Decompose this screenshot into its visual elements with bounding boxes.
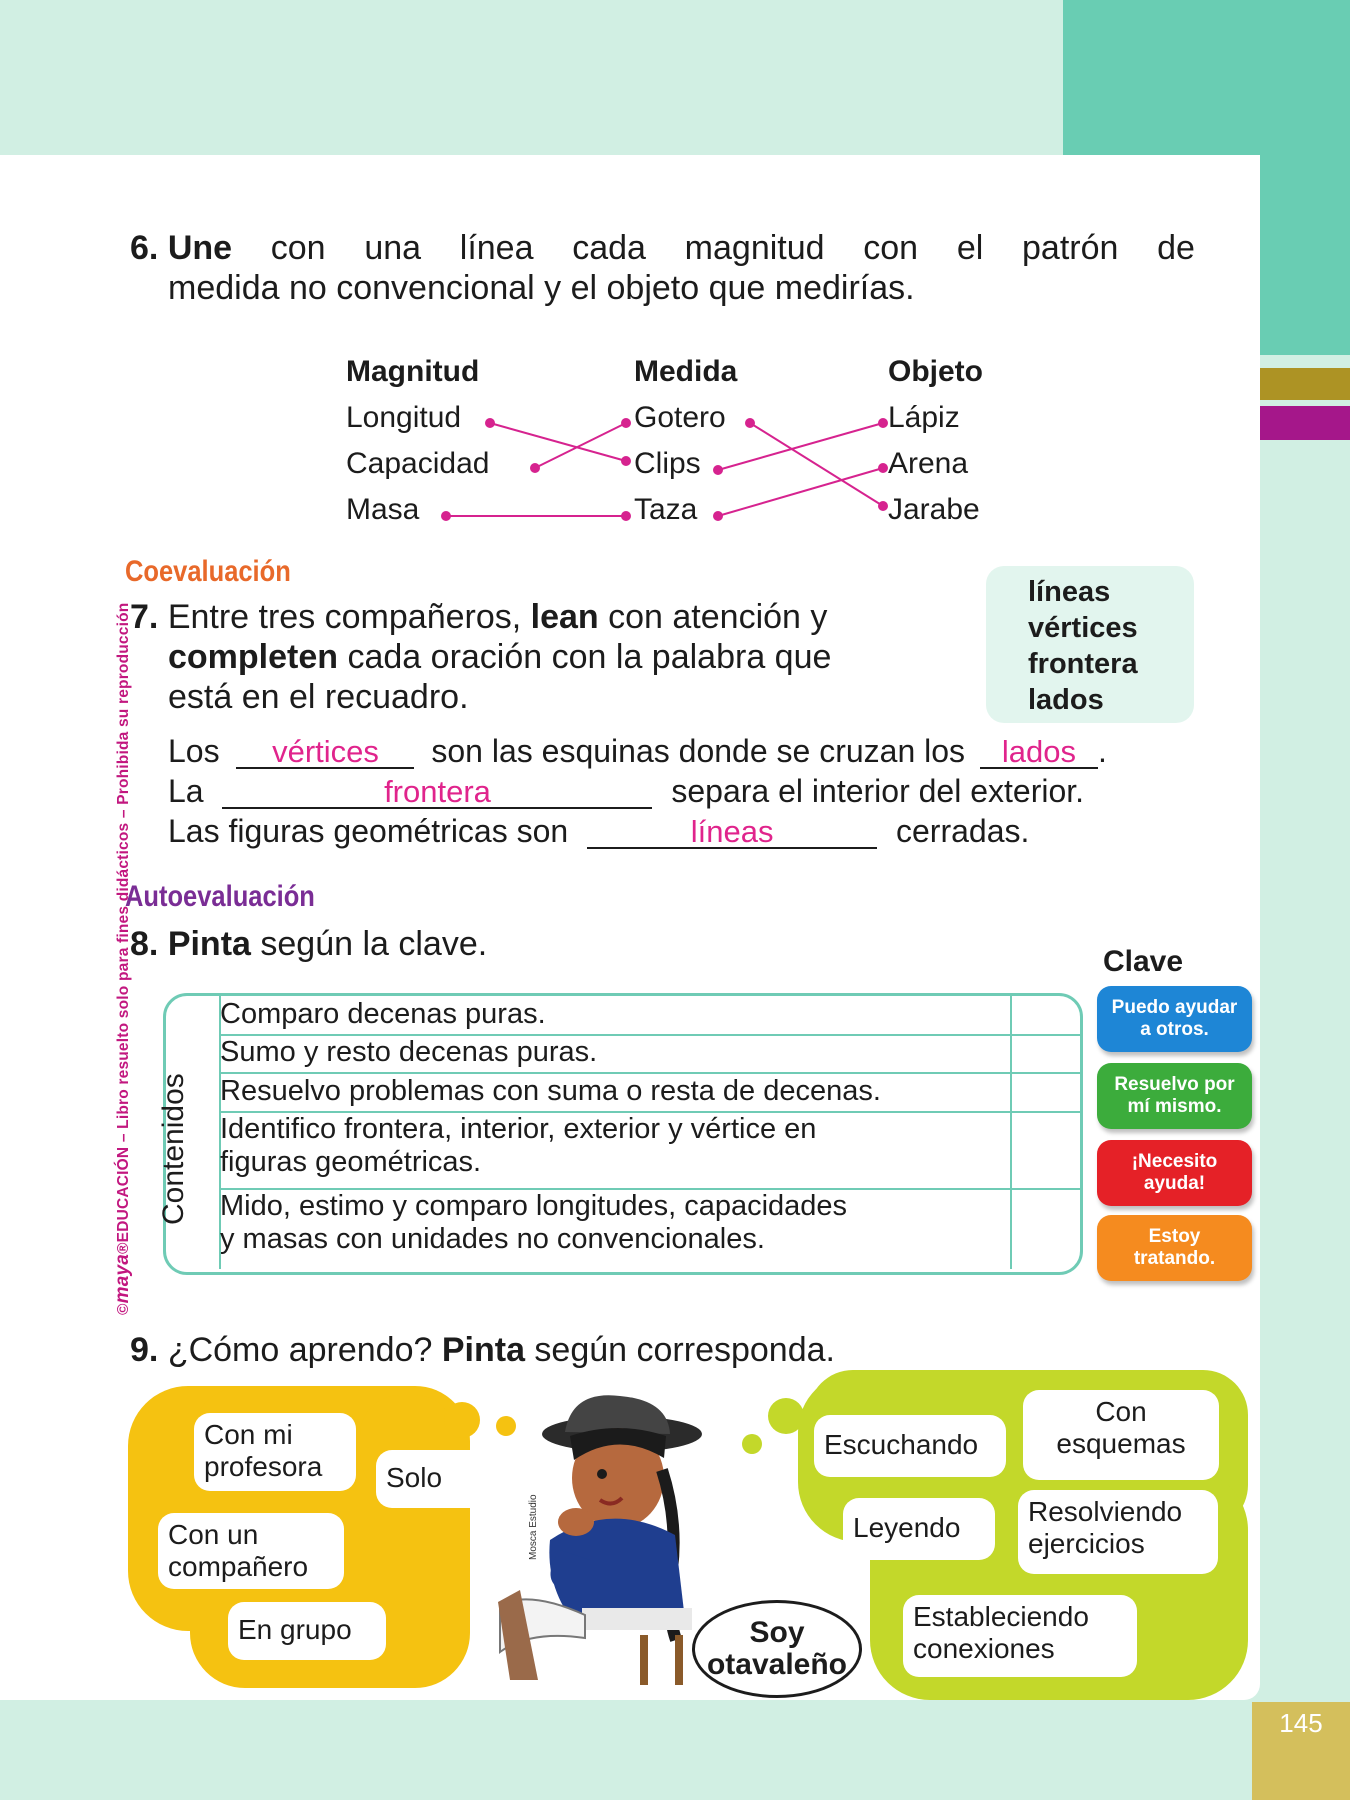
option-resolviendo-ejercicios[interactable]: Resolviendo ejercicios bbox=[1018, 1490, 1218, 1574]
speech-bubble: Soy otavaleño bbox=[692, 1600, 862, 1698]
header-magnitud: Magnitud bbox=[346, 355, 480, 388]
question-6-line2: medida no convencional y el objeto que medirías. bbox=[168, 269, 915, 307]
magnitud-masa: Masa bbox=[346, 493, 420, 526]
magnitud-longitud: Longitud bbox=[346, 401, 462, 434]
coevaluacion-title: Coevaluación bbox=[125, 555, 291, 588]
word-vertices: vértices bbox=[1028, 612, 1138, 644]
option-estableciendo-conexiones[interactable]: Estableciendo conexiones bbox=[903, 1595, 1137, 1677]
sentence-2: La frontera separa el interior del exterior. bbox=[168, 773, 1085, 809]
answer-vertices[interactable]: vértices bbox=[236, 737, 414, 769]
question-9: 9. ¿Cómo aprendo? Pinta según corresponda. bbox=[130, 1331, 835, 1369]
option-en-grupo[interactable]: En grupo bbox=[228, 1602, 386, 1660]
table-row: Comparo decenas puras. bbox=[220, 998, 546, 1030]
option-con-esquemas[interactable]: Con esquemas bbox=[1023, 1390, 1219, 1480]
medida-clips: Clips bbox=[634, 447, 701, 480]
option-escuchando[interactable]: Escuchando bbox=[814, 1415, 1006, 1477]
question-8: 8. Pinta según la clave. bbox=[130, 925, 488, 963]
medida-gotero: Gotero bbox=[634, 401, 726, 434]
objeto-arena: Arena bbox=[888, 447, 969, 480]
header-medida: Medida bbox=[634, 355, 738, 388]
objeto-lapiz: Lápiz bbox=[888, 401, 960, 434]
table-row: Identifico frontera, interior, exterior y vértice en figuras geométricas. bbox=[220, 1113, 817, 1178]
key-estoy-tratando: Estoy tratando. bbox=[1097, 1215, 1252, 1281]
question-7: 7. Entre tres compañeros, lean con atención y completen cada oración con la palabra que está en el recuadro. bbox=[130, 598, 832, 716]
table-row: Sumo y resto decenas puras. bbox=[220, 1036, 598, 1068]
word-lineas: líneas bbox=[1028, 576, 1111, 608]
side-credit: ©maya®EDUCACIÓN – Libro resuelto solo para fines didácticos – Prohibida su reproducción bbox=[112, 602, 133, 1315]
table-row: Resuelvo problemas con suma o resta de decenas. bbox=[220, 1075, 881, 1107]
question-6-line1: 6. Une con una línea cada magnitud con el patrón de bbox=[130, 229, 1195, 267]
answer-lineas[interactable]: líneas bbox=[587, 817, 877, 849]
key-puedo-ayudar: Puedo ayudar a otros. bbox=[1097, 986, 1252, 1052]
option-con-mi-profesora[interactable]: Con mi profesora bbox=[194, 1413, 356, 1491]
page-number: 145 bbox=[1279, 1708, 1323, 1738]
key-necesito-ayuda: ¡Necesito ayuda! bbox=[1097, 1140, 1252, 1206]
medida-taza: Taza bbox=[634, 493, 698, 526]
word-frontera: frontera bbox=[1028, 648, 1138, 680]
table-label-contenidos: Contenidos bbox=[157, 1073, 190, 1225]
objeto-jarabe: Jarabe bbox=[888, 493, 980, 526]
key-resuelvo-solo: Resuelvo por mí mismo. bbox=[1097, 1063, 1252, 1129]
option-con-un-companero[interactable]: Con un compañero bbox=[158, 1513, 344, 1589]
answer-frontera[interactable]: frontera bbox=[222, 777, 652, 809]
answer-lados[interactable]: lados bbox=[980, 737, 1098, 769]
sentence-3: Las figuras geométricas son líneas cerradas. bbox=[168, 813, 1030, 849]
brand-logo: maya bbox=[112, 1253, 133, 1304]
option-solo[interactable]: Solo bbox=[376, 1450, 486, 1508]
word-lados: lados bbox=[1028, 684, 1104, 716]
clave-title: Clave bbox=[1103, 945, 1184, 978]
magnitud-capacidad: Capacidad bbox=[346, 447, 490, 480]
image-credit: Mosca Estudio bbox=[528, 1494, 539, 1560]
autoevaluacion-title: Autoevaluación bbox=[125, 880, 315, 913]
sentence-1: Los vértices son las esquinas donde se cruzan los lados . bbox=[168, 733, 1107, 769]
header-objeto: Objeto bbox=[888, 355, 983, 388]
table-row: Mido, estimo y comparo longitudes, capacidades y masas con unidades no convencionales. bbox=[220, 1190, 848, 1255]
option-leyendo[interactable]: Leyendo bbox=[843, 1498, 995, 1560]
